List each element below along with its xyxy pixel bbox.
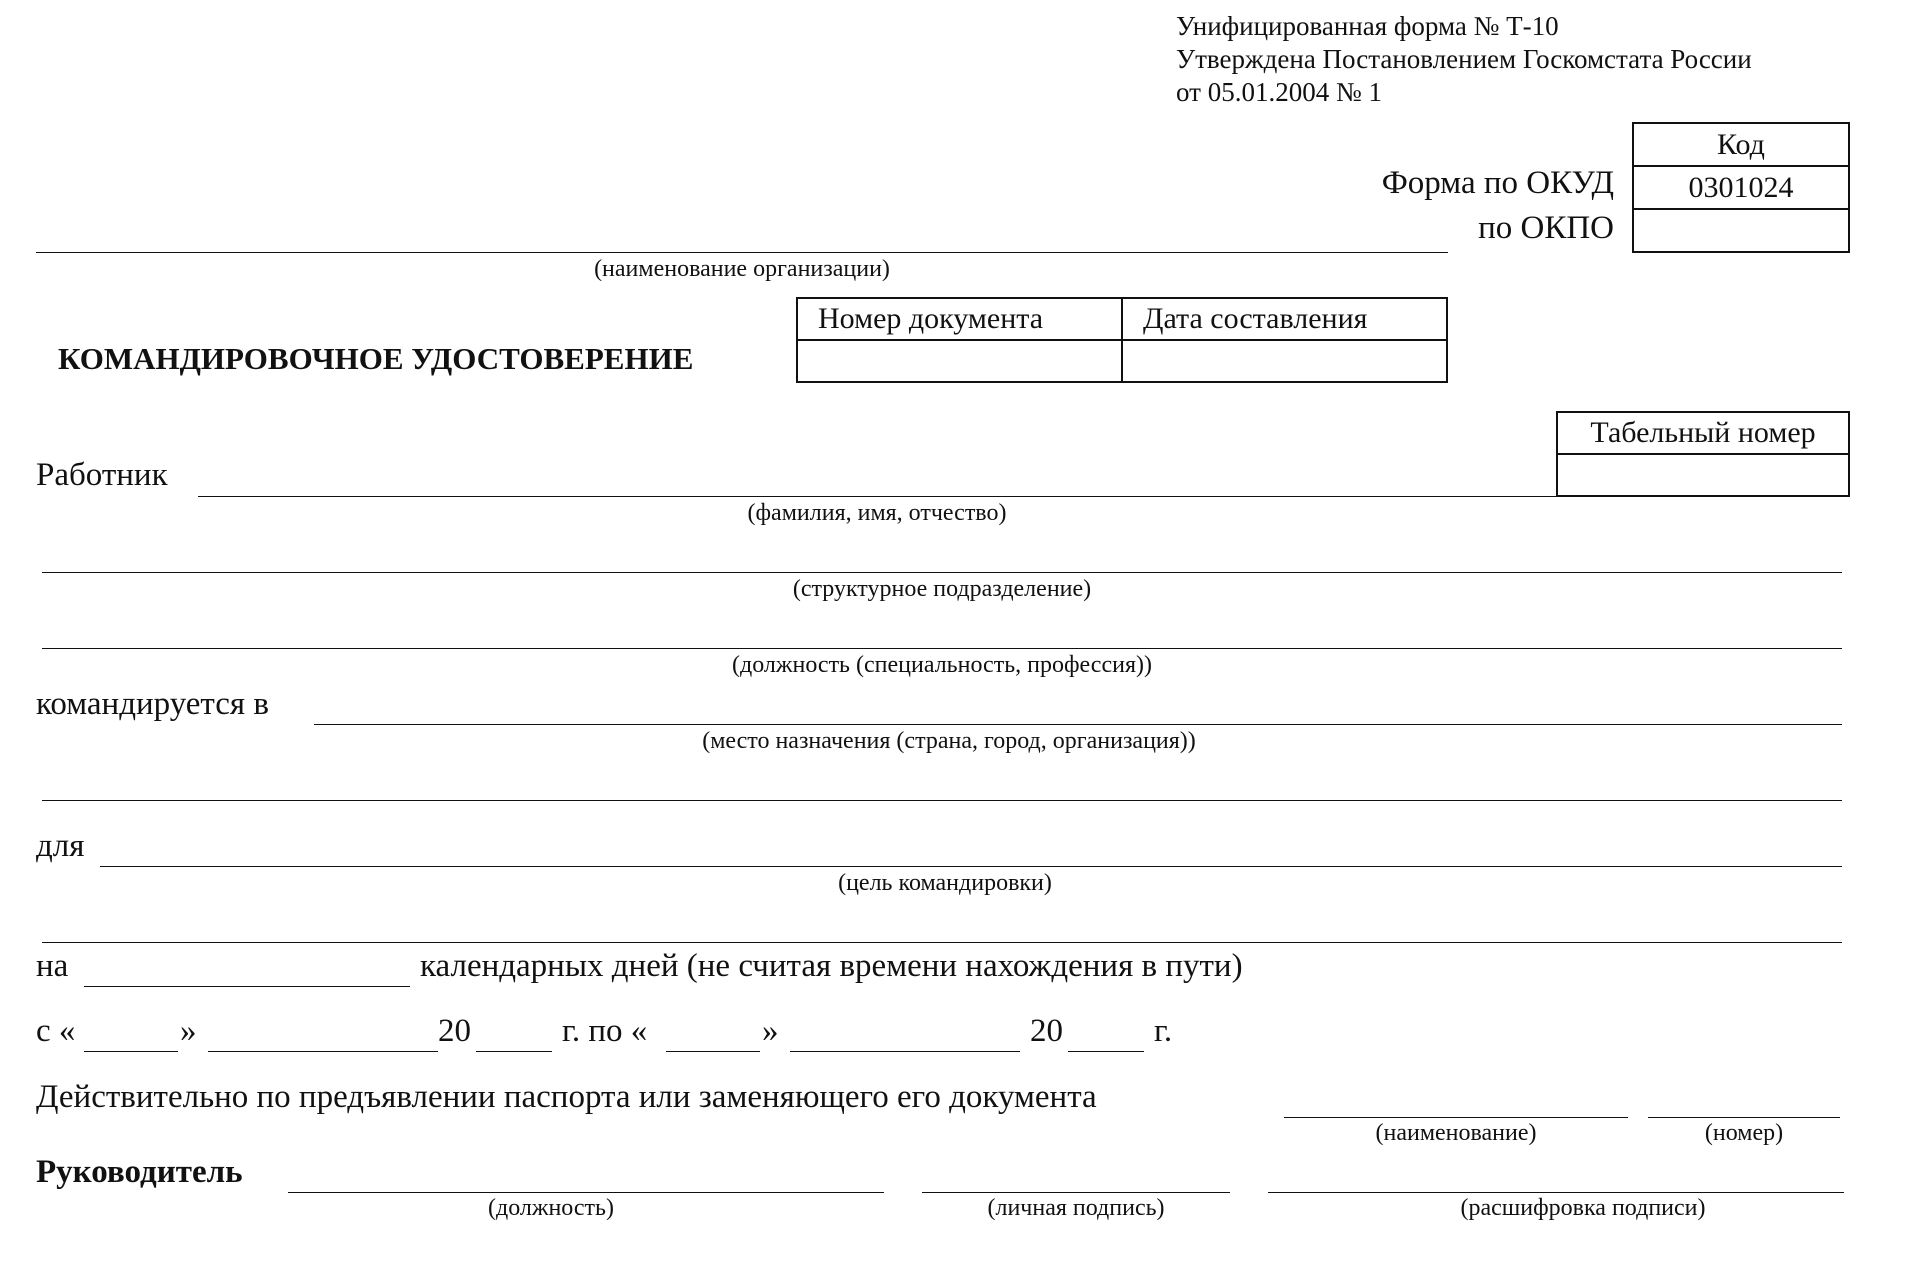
date-from-day-field[interactable] bbox=[84, 1051, 178, 1052]
position-caption: (должность (специальность, профессия)) bbox=[732, 652, 1152, 678]
tab-number-header: Табельный номер bbox=[1557, 412, 1849, 454]
manager-signature-caption: (личная подпись) bbox=[987, 1195, 1165, 1221]
doc-date-header: Дата составления bbox=[1122, 298, 1447, 340]
organization-caption: (наименование организации) bbox=[594, 256, 890, 282]
date-to-day-field[interactable] bbox=[666, 1051, 760, 1052]
manager-decode-field[interactable] bbox=[1268, 1192, 1844, 1193]
form-header-line3: от 05.01.2004 № 1 bbox=[1176, 77, 1382, 107]
duration-days-field[interactable] bbox=[84, 986, 410, 987]
purpose-field-2[interactable] bbox=[42, 942, 1842, 943]
purpose-caption: (цель командировки) bbox=[838, 870, 1052, 896]
purpose-field[interactable] bbox=[100, 866, 1842, 867]
passport-number-field[interactable] bbox=[1648, 1117, 1840, 1118]
employee-fio-caption: (фамилия, имя, отчество) bbox=[747, 500, 1007, 526]
department-field[interactable] bbox=[42, 572, 1842, 573]
destination-caption: (место назначения (страна, город, организация)) bbox=[702, 728, 1196, 754]
position-field[interactable] bbox=[42, 648, 1842, 649]
doc-date-value[interactable] bbox=[1122, 340, 1447, 382]
employee-fio-field[interactable] bbox=[198, 496, 1556, 497]
date-to-quote-close: » bbox=[762, 1013, 779, 1049]
manager-position-field[interactable] bbox=[288, 1192, 884, 1193]
manager-position-caption: (должность) bbox=[488, 1195, 614, 1221]
passport-name-field[interactable] bbox=[1284, 1117, 1628, 1118]
date-to-year-prefix: 20 bbox=[1030, 1013, 1063, 1049]
passport-text: Действительно по предъявлении паспорта или заменяющего его документа bbox=[36, 1079, 1097, 1115]
okpo-value[interactable] bbox=[1633, 209, 1849, 252]
destination-field[interactable] bbox=[314, 724, 1842, 725]
okud-value[interactable]: 0301024 bbox=[1633, 166, 1849, 209]
date-from-year-field[interactable] bbox=[476, 1051, 552, 1052]
date-to-year-end: г. bbox=[1154, 1013, 1173, 1049]
okud-label: Форма по ОКУД bbox=[1381, 165, 1614, 201]
code-header: Код bbox=[1633, 123, 1849, 166]
passport-name-caption: (наименование) bbox=[1375, 1120, 1537, 1146]
form-header-line1: Унифицированная форма № Т-10 bbox=[1176, 11, 1559, 41]
organization-field[interactable] bbox=[36, 252, 1448, 253]
manager-label: Руководитель bbox=[36, 1154, 243, 1190]
tab-number-value[interactable] bbox=[1557, 454, 1849, 496]
department-caption: (структурное подразделение) bbox=[792, 576, 1092, 602]
form-header bbox=[1176, 10, 1752, 109]
employee-label: Работник bbox=[36, 457, 168, 493]
date-from-label: с « bbox=[36, 1013, 76, 1049]
doc-number-header: Номер документа bbox=[797, 298, 1122, 340]
date-from-year-prefix: 20 bbox=[438, 1013, 471, 1049]
manager-signature-field[interactable] bbox=[922, 1192, 1230, 1193]
date-to-label: г. по « bbox=[562, 1013, 648, 1049]
form-header-line2: Утверждена Постановлением Госкомстата России bbox=[1176, 44, 1752, 74]
destination-label: командируется в bbox=[36, 686, 269, 722]
date-to-year-field[interactable] bbox=[1068, 1051, 1144, 1052]
codes-table bbox=[1632, 122, 1850, 253]
doc-number-date-table bbox=[796, 297, 1448, 383]
doc-number-value[interactable] bbox=[797, 340, 1122, 382]
okpo-label: по ОКПО bbox=[1478, 210, 1614, 246]
document-title: КОМАНДИРОВОЧНОЕ УДОСТОВЕРЕНИЕ bbox=[58, 341, 694, 376]
passport-number-caption: (номер) bbox=[1704, 1120, 1784, 1146]
duration-suffix: календарных дней (не считая времени нахождения в пути) bbox=[420, 948, 1243, 984]
date-from-quote-close: » bbox=[180, 1013, 197, 1049]
destination-field-2[interactable] bbox=[42, 800, 1842, 801]
date-from-month-field[interactable] bbox=[208, 1051, 438, 1052]
tab-number-table bbox=[1556, 411, 1850, 497]
purpose-label: для bbox=[36, 828, 85, 864]
date-to-month-field[interactable] bbox=[790, 1051, 1020, 1052]
manager-decode-caption: (расшифровка подписи) bbox=[1460, 1195, 1706, 1221]
duration-prefix: на bbox=[36, 948, 69, 984]
